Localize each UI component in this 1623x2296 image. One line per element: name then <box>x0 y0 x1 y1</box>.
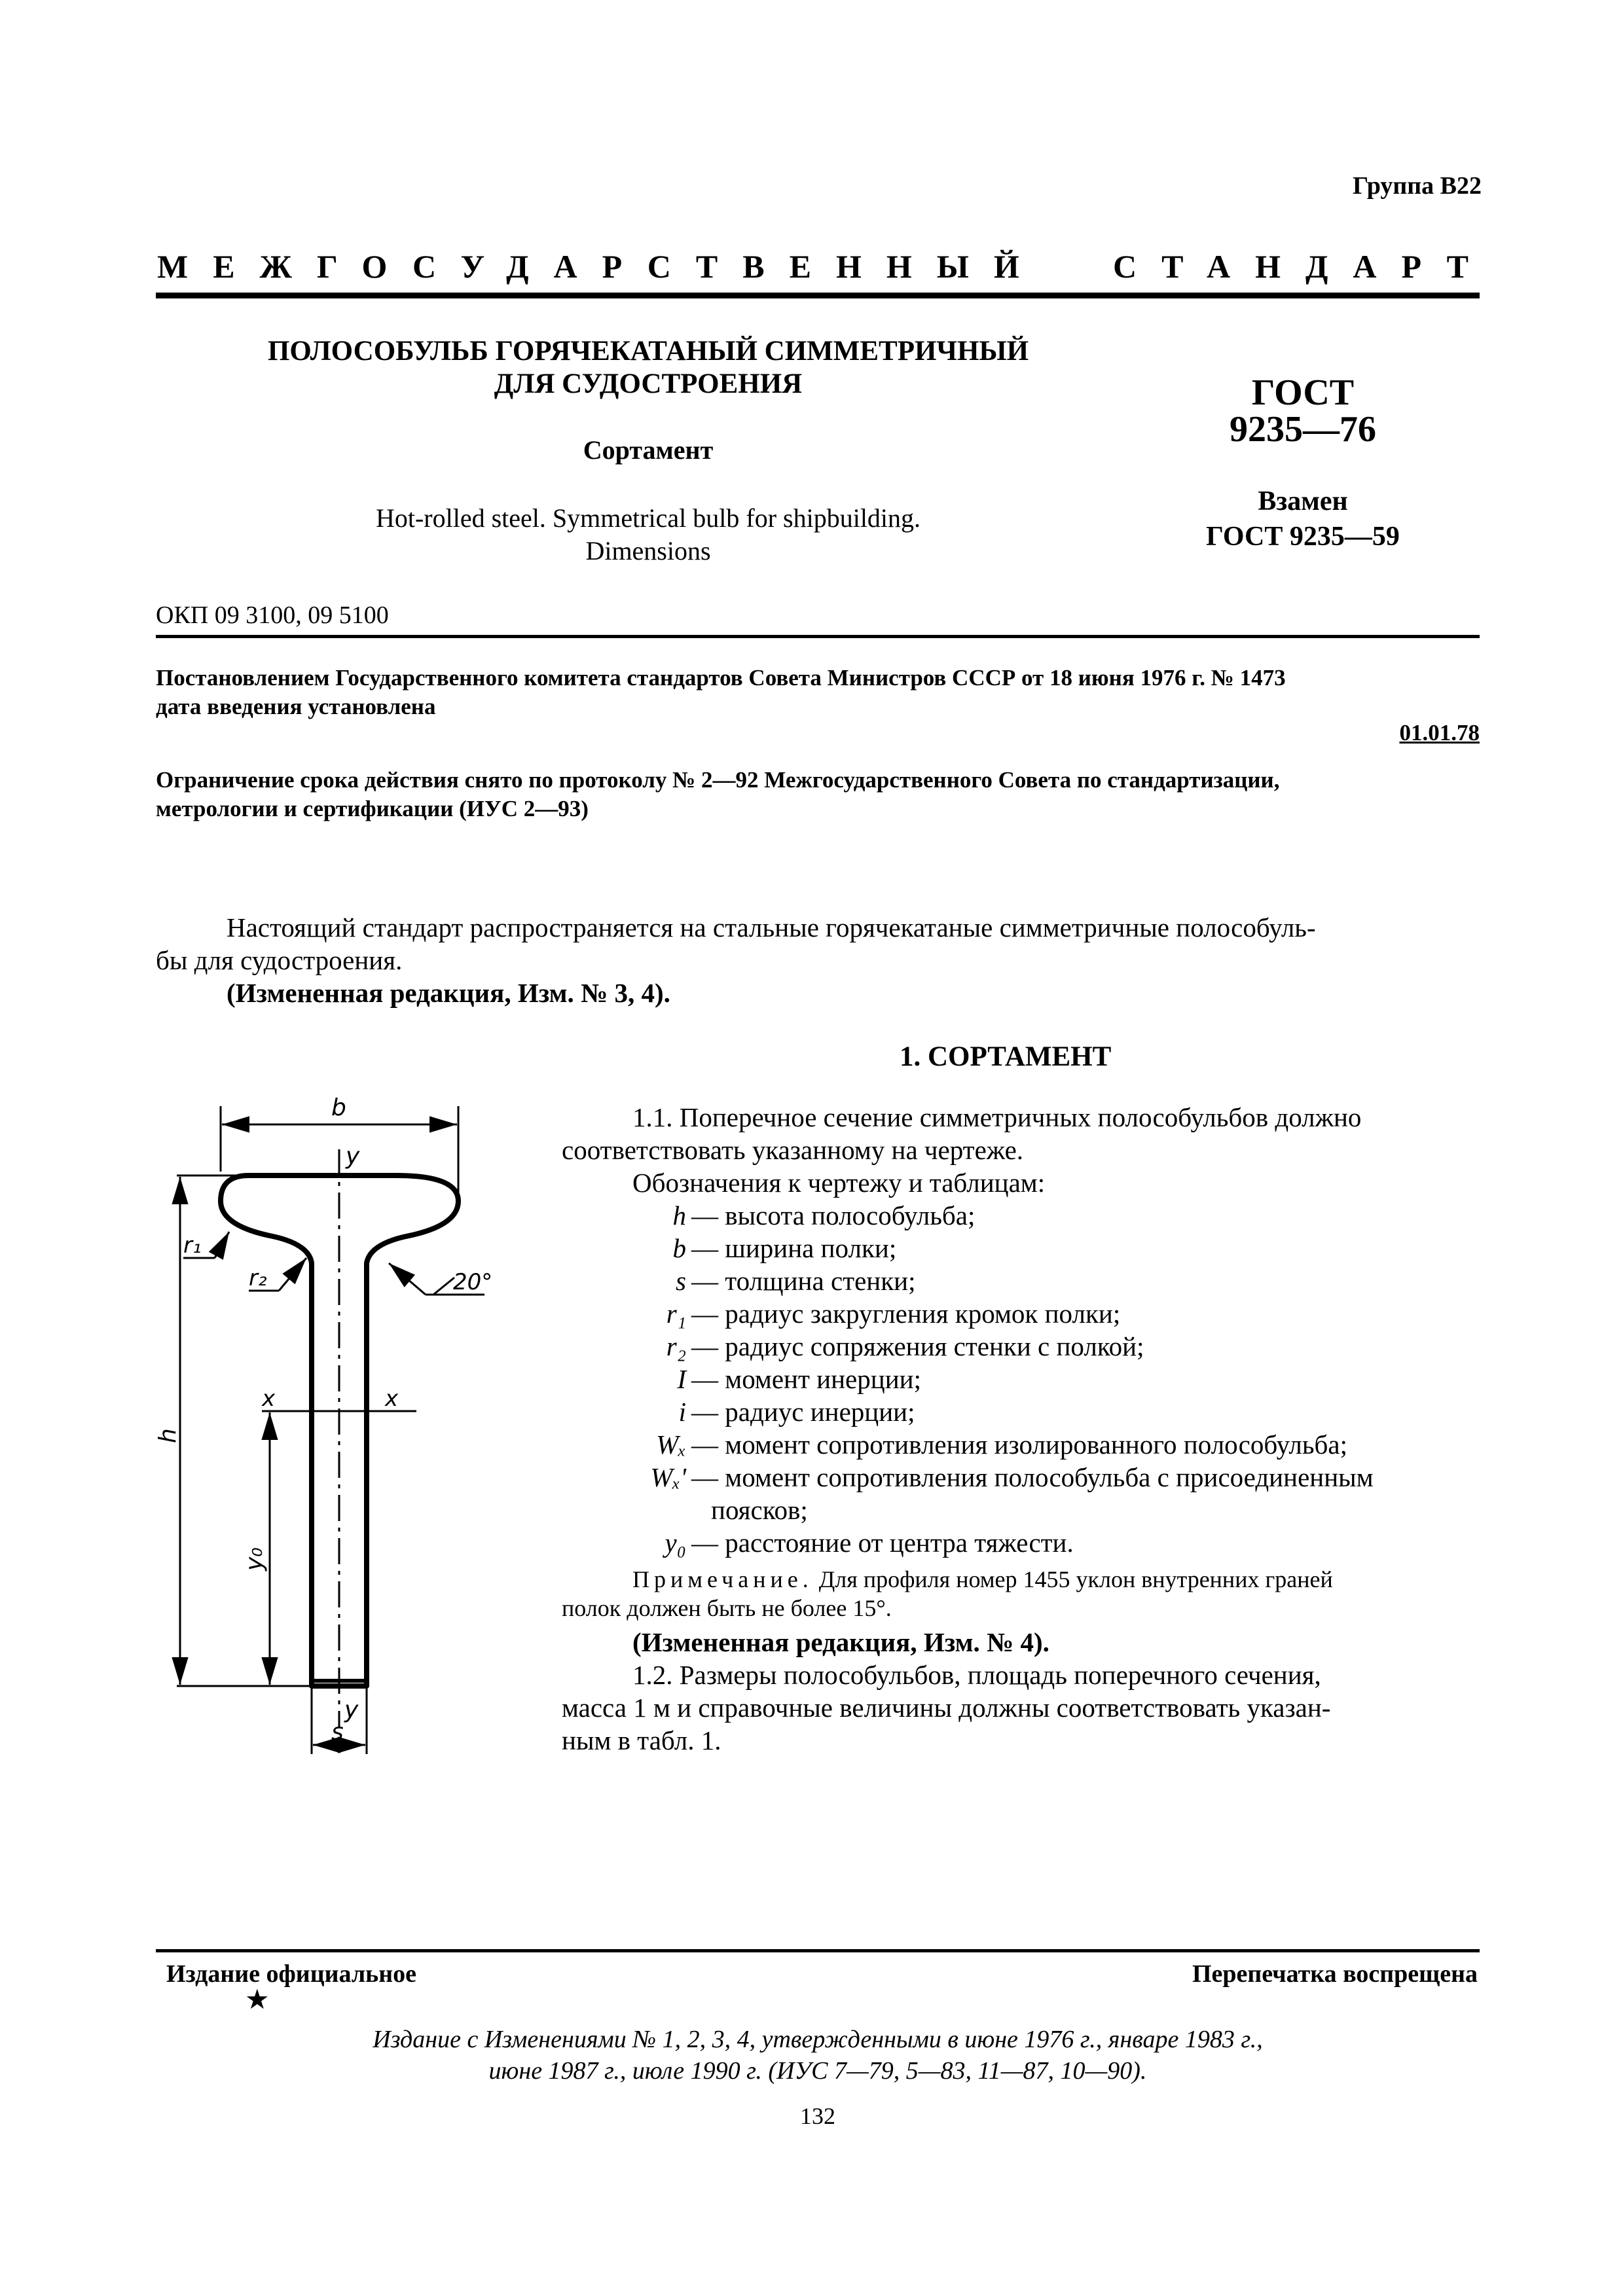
definition-text: — радиус инерции; <box>691 1397 915 1427</box>
definition-item <box>562 1494 1481 1526</box>
group-code: Группа В22 <box>1352 172 1482 200</box>
defs-intro: Обозначения к чертежу и таблицам: <box>632 1168 1046 1198</box>
definition-item <box>562 1461 1481 1494</box>
definition-text: — момент инерции; <box>691 1364 921 1394</box>
banner-right: СТАНДАРТ <box>1113 248 1493 285</box>
definition-symbol: i <box>678 1397 686 1427</box>
intro-amendment: (Измененная редакция, Изм. № 3, 4). <box>227 978 670 1008</box>
definition-item <box>562 1232 1481 1265</box>
definition-item <box>562 1363 1481 1395</box>
definition-symbol: r₂ <box>666 1331 686 1361</box>
definition-text: — радиус сопряжения стенки с полкой; <box>691 1331 1144 1361</box>
note-line2: полок должен быть не более 15°. <box>562 1595 892 1621</box>
label-h: h <box>155 1428 181 1443</box>
definition-text: поясков; <box>711 1495 808 1525</box>
edition-line1: Издание с Изменениями № 1, 2, 3, 4, утвержденными в июне 1976 г., январе 1983 г., <box>373 2026 1263 2053</box>
star-icon: ★ <box>245 1985 270 2015</box>
replace-label: Взамен <box>1258 486 1348 516</box>
label-x-right: x <box>385 1386 399 1412</box>
decree-line1: Постановлением Государственного комитета стандартов Совета Министров СССР от 18 июня 1976 г. № 1473 <box>156 665 1286 691</box>
label-r1: r₁ <box>183 1232 202 1259</box>
banner-rule <box>156 293 1480 298</box>
definition-text: — высота полособульба; <box>691 1200 976 1230</box>
title-line1: ПОЛОСОБУЛЬБ ГОРЯЧЕКАТАНЫЙ СИММЕТРИЧНЫЙ <box>267 336 1029 367</box>
label-b: b <box>331 1094 346 1121</box>
label-angle: 20° <box>453 1269 493 1295</box>
okp-rule <box>156 635 1480 638</box>
definition-item <box>562 1428 1481 1461</box>
edition-line2: июне 1987 г., июле 1990 г. (ИУС 7—79, 5—83, 11—87, 10—90). <box>488 2057 1147 2085</box>
definition-symbol: r₁ <box>666 1299 686 1329</box>
bulb-cross-section-drawing <box>151 1086 517 1767</box>
definition-text: — расстояние от центра тяжести. <box>691 1528 1074 1558</box>
definition-symbol: Wₓ' <box>650 1462 686 1492</box>
gost-number: 9235—76 <box>1230 409 1376 450</box>
limitation-line2: метрологии и сертификации (ИУС 2—93) <box>156 796 589 821</box>
definition-item <box>562 1330 1481 1363</box>
label-s: s <box>331 1719 344 1746</box>
label-y0: y₀ <box>241 1547 268 1571</box>
label-x-left: x <box>262 1386 276 1412</box>
definition-symbol: s <box>676 1266 686 1296</box>
definition-text: — радиус закругления кромок полки; <box>691 1299 1121 1329</box>
definition-symbol: I <box>677 1364 686 1394</box>
title-line2: ДЛЯ СУДОСТРОЕНИЯ <box>494 368 803 399</box>
section-heading: 1. СОРТАМЕНТ <box>900 1041 1112 1072</box>
definition-text: — момент сопротивления изолированного полособульба; <box>691 1429 1347 1460</box>
english-title-1: Hot-rolled steel. Symmetrical bulb for shipbuilding. <box>375 503 921 533</box>
definition-symbol: y₀ <box>665 1528 686 1558</box>
definition-text: — толщина стенки; <box>691 1266 916 1296</box>
footer-official: Издание официальное <box>166 1960 417 1988</box>
gost-label: ГОСТ <box>1251 372 1355 413</box>
note-label: Примечание. <box>632 1566 813 1592</box>
para-1-2-line2: масса 1 м и справочные величины должны соответствовать указан- <box>562 1693 1331 1723</box>
english-title-2: Dimensions <box>585 536 711 565</box>
definition-item <box>562 1199 1481 1232</box>
definition-item <box>562 1526 1481 1559</box>
note-text <box>632 1566 1333 1593</box>
para-1-2-line1: 1.2. Размеры полособульбов, площадь поперечного сечения, <box>632 1660 1321 1690</box>
decree-line2: дата введения установлена <box>156 694 436 719</box>
okp-code: ОКП 09 3100, 09 5100 <box>156 601 389 629</box>
definition-text: — момент сопротивления полособульба с присоединенным <box>691 1462 1374 1492</box>
page-number: 132 <box>800 2103 835 2129</box>
para-1-1-line2: соответствовать указанному на чертеже. <box>562 1135 1024 1165</box>
replace-number: ГОСТ 9235—59 <box>1206 522 1400 552</box>
definition-symbol: h <box>672 1200 686 1230</box>
intro-line1: Настоящий стандарт распространяется на стальные горячекатаные симметричные полособуль- <box>227 912 1316 942</box>
label-y-bottom: y <box>344 1696 359 1723</box>
subtitle: Сортамент <box>583 435 714 465</box>
para-1-1-line1: 1.1. Поперечное сечение симметричных полособульбов должно <box>632 1102 1362 1132</box>
intro-line2: бы для судостроения. <box>156 945 403 975</box>
limitation-line1: Ограничение срока действия снято по протоколу № 2—92 Межгосударственного Совета по стандартизации, <box>156 767 1280 793</box>
definition-text: — ширина полки; <box>691 1233 897 1263</box>
definition-item <box>562 1297 1481 1330</box>
definition-item <box>562 1395 1481 1428</box>
definitions-list <box>562 1199 1481 1566</box>
definition-symbol: b <box>672 1233 686 1263</box>
amendment-4: (Измененная редакция, Изм. № 4). <box>632 1627 1049 1657</box>
para-1-2-line3: ным в табл. 1. <box>562 1725 721 1755</box>
definition-item <box>562 1265 1481 1297</box>
footer-reprint: Перепечатка воспрещена <box>1192 1960 1478 1988</box>
label-y-top: y <box>346 1143 360 1170</box>
note-line1: Для профиля номер 1455 уклон внутренних граней <box>818 1566 1333 1592</box>
banner-left: МЕЖГОСУДАРСТВЕННЫЙ <box>157 248 1044 285</box>
definition-symbol: Wₓ <box>656 1429 686 1460</box>
decree-date: 01.01.78 <box>1399 720 1480 745</box>
footer-rule <box>156 1949 1480 1952</box>
label-r2: r₂ <box>249 1265 267 1291</box>
